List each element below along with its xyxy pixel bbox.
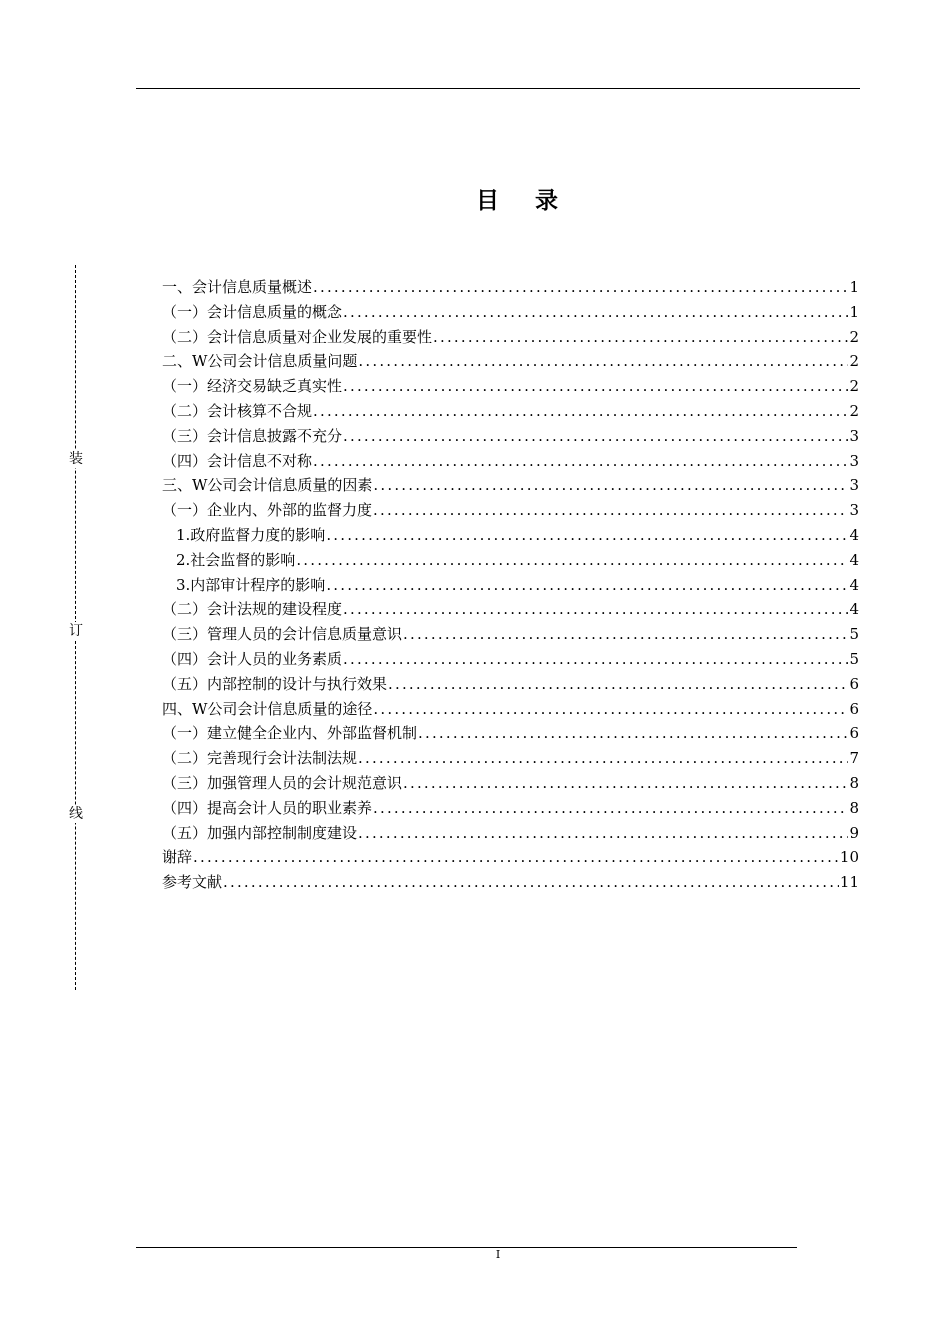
- toc-leader-dots: [313, 275, 848, 300]
- toc-entry[interactable]: [162, 548, 859, 573]
- toc-entry-label: 一、会计信息质量概述: [162, 278, 313, 296]
- toc-entry-label: （一）经济交易缺乏真实性: [162, 377, 343, 396]
- toc-entry-label: （三）管理人员的会计信息质量意识: [162, 625, 403, 644]
- toc-entry[interactable]: [162, 399, 859, 424]
- toc-entry[interactable]: [162, 771, 859, 796]
- toc-entry-page-number: 2: [849, 401, 859, 420]
- toc-entry[interactable]: [162, 424, 859, 449]
- toc-entry[interactable]: [162, 697, 859, 722]
- toc-leader-dots: [343, 597, 848, 622]
- toc-entry-label: 四、W公司会计信息质量的途径: [162, 699, 373, 718]
- toc-entry-label: （四）会计人员的业务素质: [162, 649, 343, 668]
- toc-entry-label: 谢辞: [162, 848, 193, 867]
- toc-entry-label: （一）企业内、外部的监督力度: [162, 501, 373, 520]
- toc-leader-dots: [343, 300, 848, 325]
- toc-entry-label: （一）会计信息质量的概念: [162, 302, 343, 321]
- toc-entry[interactable]: [162, 647, 859, 672]
- toc-entry-label: 参考文献: [162, 873, 223, 892]
- toc-entry-label: （二）会计信息质量对企业发展的重要性: [162, 327, 433, 346]
- toc-entry[interactable]: [162, 796, 859, 821]
- toc-leader-dots: [343, 647, 848, 672]
- toc-entry[interactable]: [162, 845, 859, 870]
- toc-entry-page-number: 1: [849, 278, 859, 296]
- toc-entry-label: （二）会计法规的建设程度: [162, 600, 343, 619]
- binding-mark-zhuang: 装: [66, 450, 86, 468]
- toc-entry-label: （五）加强内部控制制度建设: [162, 823, 358, 842]
- toc-entry-page-number: 3: [849, 476, 859, 495]
- toc-leader-dots: [193, 845, 839, 870]
- toc-entry[interactable]: [162, 870, 859, 895]
- toc-entry-label: （四）会计信息不对称: [162, 451, 313, 470]
- toc-leader-dots: [223, 870, 839, 895]
- toc-entry-page-number: 6: [849, 699, 859, 718]
- toc-entry[interactable]: [162, 523, 859, 548]
- toc-leader-dots: [403, 771, 848, 796]
- toc-entry-page-number: 8: [849, 773, 859, 792]
- toc-entry-page-number: 6: [849, 724, 859, 743]
- toc-entry-page-number: 2: [849, 327, 859, 346]
- toc-leader-dots: [373, 697, 848, 722]
- binding-mark-xian: 线: [66, 805, 86, 823]
- page-title: 目 录: [475, 188, 572, 214]
- toc-leader-dots: [296, 548, 848, 573]
- toc-entry-label: （二）会计核算不合规: [162, 401, 313, 420]
- toc-leader-dots: [373, 796, 848, 821]
- toc-entry-label: 三、W公司会计信息质量的因素: [162, 476, 373, 495]
- toc-entry[interactable]: [162, 449, 859, 474]
- toc-entry[interactable]: [162, 374, 859, 399]
- toc-entry[interactable]: [162, 721, 859, 746]
- toc-leader-dots: [358, 746, 848, 771]
- toc-leader-dots: [313, 399, 848, 424]
- toc-entry[interactable]: [162, 672, 859, 697]
- toc-entry-page-number: 11: [839, 873, 859, 892]
- toc-leader-dots: [358, 349, 848, 374]
- toc-entry[interactable]: [162, 300, 859, 325]
- footer-rule: [136, 1247, 797, 1248]
- toc-entry-page-number: 5: [849, 649, 859, 668]
- toc-leader-dots: [388, 672, 848, 697]
- toc-entry-label: （三）会计信息披露不充分: [162, 426, 343, 445]
- toc-entry-label: （五）内部控制的设计与执行效果: [162, 674, 388, 693]
- toc-leader-dots: [358, 821, 848, 846]
- toc-leader-dots: [343, 374, 848, 399]
- toc-entry-page-number: 3: [849, 501, 859, 520]
- toc-leader-dots: [433, 325, 848, 350]
- toc-entry-label: （一）建立健全企业内、外部监督机制: [162, 724, 418, 743]
- toc-entry-page-number: 10: [839, 848, 859, 867]
- toc-entry-page-number: 9: [849, 823, 859, 842]
- toc-entry-page-number: 4: [849, 575, 859, 594]
- toc-entry-page-number: 4: [849, 525, 859, 544]
- toc-entry[interactable]: [162, 622, 859, 647]
- toc-entry-label: （四）提高会计人员的职业素养: [162, 798, 373, 817]
- page-number: I: [495, 1248, 501, 1261]
- toc-entry[interactable]: [162, 498, 859, 523]
- toc-entry-label: 二、W公司会计信息质量问题: [162, 352, 358, 371]
- toc-entry-page-number: 2: [849, 377, 859, 396]
- toc-entry-page-number: 3: [849, 451, 859, 470]
- toc-entry-page-number: 3: [849, 426, 859, 445]
- toc-leader-dots: [403, 622, 848, 647]
- toc-entry-label: 1.政府监督力度的影响: [176, 525, 326, 544]
- toc-entry[interactable]: [162, 473, 859, 498]
- toc-entry-label: （三）加强管理人员的会计规范意识: [162, 773, 403, 792]
- toc-leader-dots: [313, 449, 848, 474]
- toc-leader-dots: [326, 573, 848, 598]
- toc-entry-label: （二）完善现行会计法制法规: [162, 749, 358, 768]
- toc-entry-page-number: 7: [849, 749, 859, 768]
- toc-entry-page-number: 4: [849, 600, 859, 619]
- toc-entry-label: 3.内部审计程序的影响: [176, 575, 326, 594]
- binding-mark-ding: 订: [66, 622, 86, 640]
- toc-entry[interactable]: [162, 325, 859, 350]
- toc-entry-page-number: 2: [849, 352, 859, 371]
- toc-entry-page-number: 6: [849, 674, 859, 693]
- toc-leader-dots: [343, 424, 848, 449]
- toc-entry[interactable]: [162, 275, 859, 300]
- toc-entry-page-number: 4: [849, 550, 859, 569]
- toc-entry-page-number: 8: [849, 798, 859, 817]
- toc-entry[interactable]: [162, 349, 859, 374]
- toc-entry-label: 2.社会监督的影响: [176, 550, 296, 569]
- toc-entry-page-number: 1: [849, 302, 859, 321]
- toc-entry[interactable]: [162, 597, 859, 622]
- toc-entry-page-number: 5: [849, 625, 859, 644]
- header-rule: [136, 88, 860, 89]
- toc-entry[interactable]: [162, 821, 859, 846]
- table-of-contents: [162, 275, 859, 895]
- toc-entry[interactable]: [162, 746, 859, 771]
- toc-leader-dots: [373, 473, 848, 498]
- toc-leader-dots: [326, 523, 848, 548]
- toc-entry[interactable]: [162, 573, 859, 598]
- toc-leader-dots: [373, 498, 848, 523]
- toc-leader-dots: [418, 721, 848, 746]
